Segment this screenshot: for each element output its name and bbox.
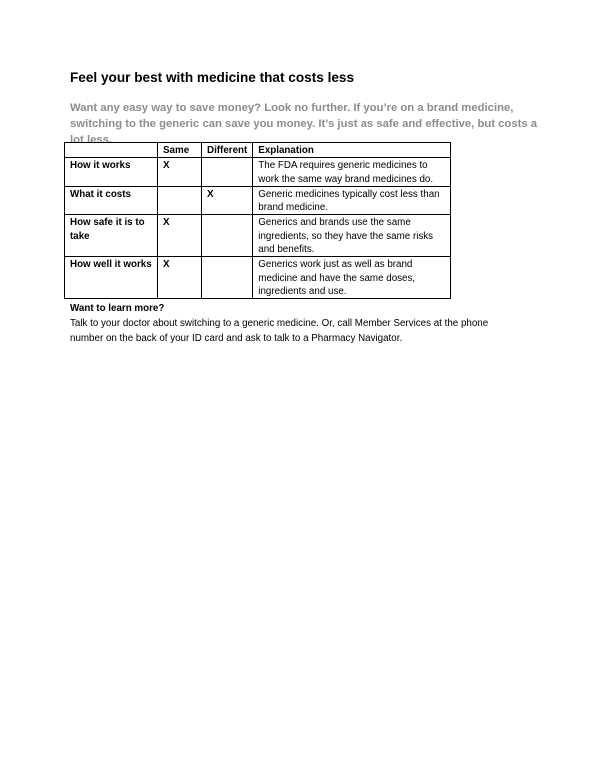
table-row bbox=[65, 215, 451, 257]
explanation-cell: Generics work just as well as brand medicine and have the same doses, ingredients and use. bbox=[253, 257, 451, 299]
page-title: Feel your best with medicine that costs less bbox=[70, 70, 355, 85]
header-same: Same bbox=[158, 143, 202, 158]
comparison-table bbox=[64, 142, 451, 299]
different-mark bbox=[202, 215, 253, 257]
different-mark bbox=[202, 257, 253, 299]
learn-more-paragraph: Talk to your doctor about switching to a generic medicine. Or, call Member Services at the phone number on the back of your ID card and ask to talk to a Pharmacy Navigator. bbox=[70, 318, 489, 344]
table-row bbox=[65, 186, 451, 215]
same-mark: X bbox=[158, 158, 202, 187]
header-blank bbox=[65, 143, 158, 158]
different-mark: X bbox=[202, 186, 253, 215]
table-header-row bbox=[65, 143, 451, 158]
different-mark bbox=[202, 158, 253, 187]
same-mark bbox=[158, 186, 202, 215]
explanation-cell: Generic medicines typically cost less than brand medicine. bbox=[253, 186, 451, 215]
same-mark: X bbox=[158, 215, 202, 257]
same-mark: X bbox=[158, 257, 202, 299]
header-different: Different bbox=[202, 143, 253, 158]
row-label: How it works bbox=[65, 158, 158, 187]
row-label: What it costs bbox=[65, 186, 158, 215]
learn-more-heading: Want to learn more? bbox=[70, 303, 165, 314]
explanation-cell: Generics and brands use the same ingredients, so they have the same risks and benefits. bbox=[253, 215, 451, 257]
header-explanation: Explanation bbox=[253, 143, 451, 158]
row-label: How safe it is to take bbox=[65, 215, 158, 257]
table-row bbox=[65, 158, 451, 187]
intro-paragraph: Want any easy way to save money? Look no further. If you’re on a brand medicine, switching to the generic can save you money. It’s just as safe and effective, but costs a lot less. bbox=[70, 102, 538, 146]
table-row bbox=[65, 257, 451, 299]
explanation-cell: The FDA requires generic medicines to work the same way brand medicines do. bbox=[253, 158, 451, 187]
row-label: How well it works bbox=[65, 257, 158, 299]
